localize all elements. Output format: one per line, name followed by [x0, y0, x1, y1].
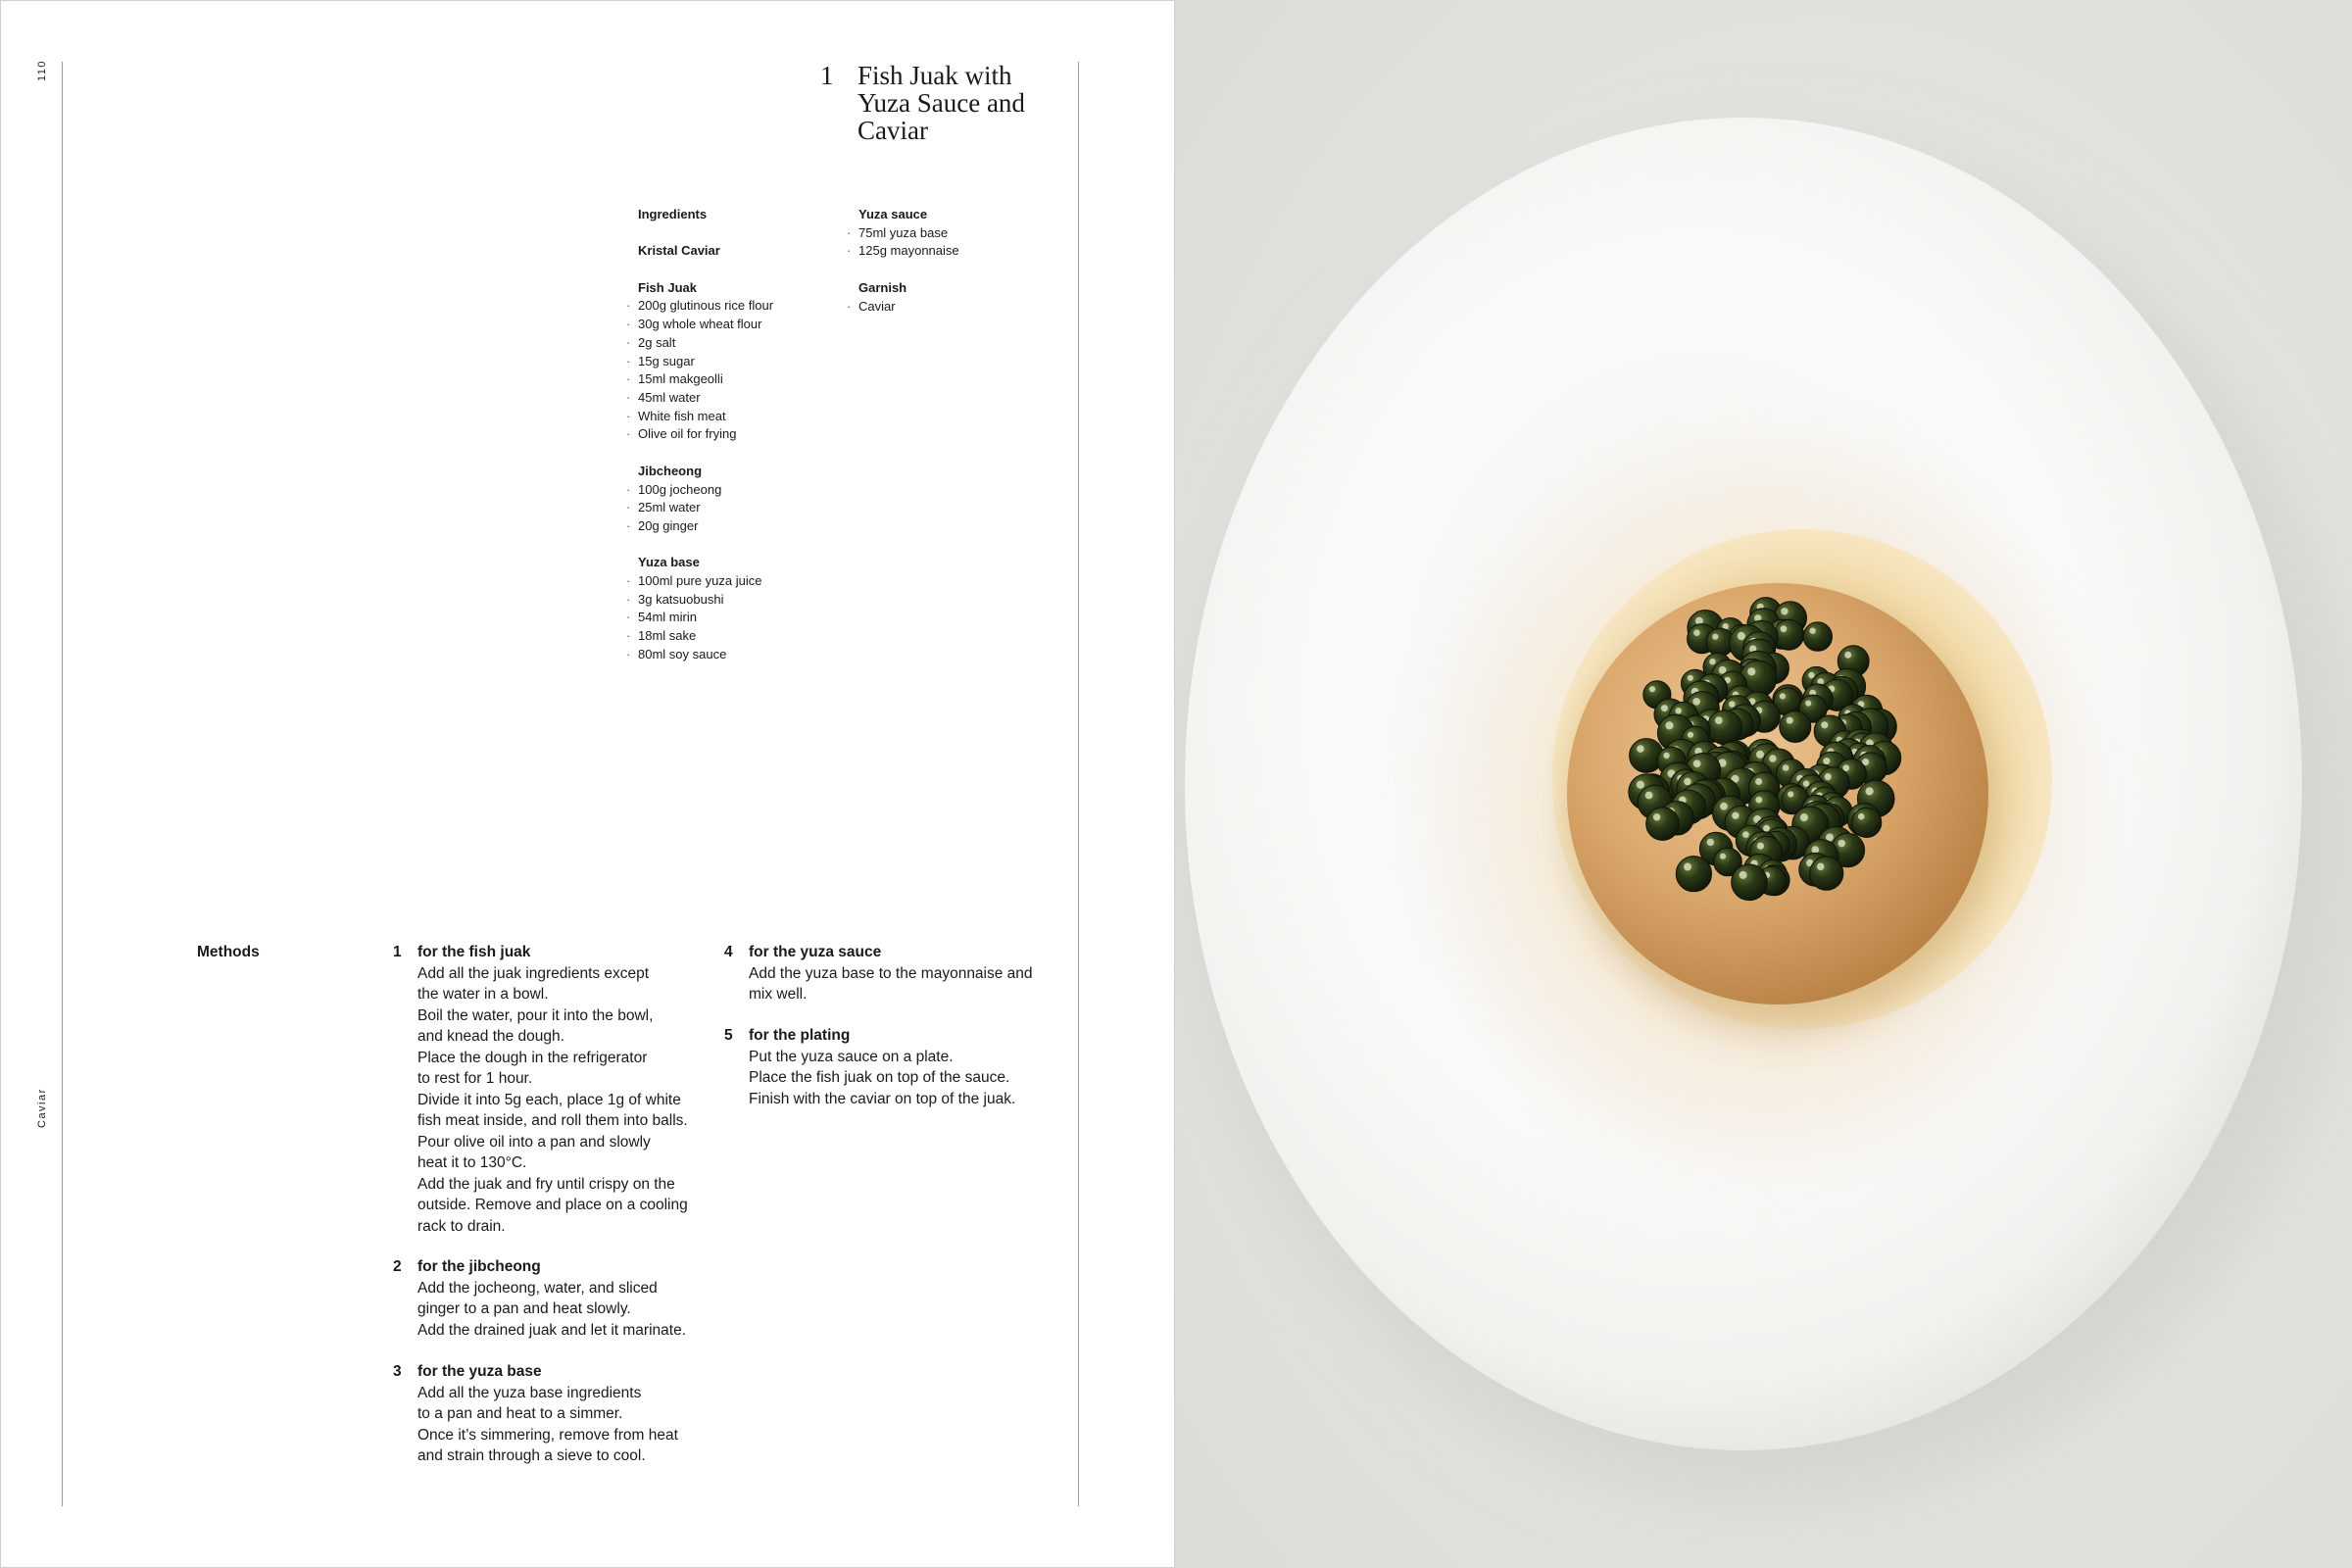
- caviar-highlight: [1763, 825, 1770, 832]
- yuza-base-heading: Yuza base: [638, 555, 700, 570]
- caviar-highlight: [1649, 686, 1655, 692]
- caviar-highlight: [1663, 753, 1669, 759]
- caviar-highlight: [1755, 797, 1762, 804]
- step-number: 4: [724, 944, 733, 960]
- caviar-highlight: [1675, 708, 1682, 714]
- caviar-highlight: [1693, 629, 1700, 636]
- step-line: Boil the water, pour it into the bowl,: [417, 1006, 654, 1024]
- recipe-title: [858, 62, 1063, 144]
- caviar-highlight: [1787, 717, 1793, 724]
- caviar-highlight: [1755, 778, 1762, 785]
- page-number: 110: [36, 59, 48, 81]
- method-step: [724, 942, 1033, 1005]
- yuza-sauce-list: [858, 224, 1054, 261]
- caviar-highlight: [1693, 760, 1701, 767]
- caviar-highlight: [1808, 672, 1814, 678]
- caviar-highlight: [1809, 628, 1815, 634]
- caviar-highlight: [1821, 721, 1828, 728]
- step-line: Add the jocheong, water, and sliced: [417, 1279, 658, 1297]
- step-line: mix well.: [749, 986, 808, 1003]
- ingredient-item: · 30g whole wheat flour: [638, 316, 834, 334]
- caviar-highlight: [1740, 871, 1747, 879]
- left-margin-rule: [62, 62, 63, 1506]
- step-number: 5: [724, 1027, 733, 1044]
- caviar-highlight: [1747, 667, 1755, 675]
- step-line: Add the juak and fry until crispy on the: [417, 1175, 675, 1193]
- caviar-highlight: [1732, 812, 1739, 819]
- caviar-highlight: [1812, 846, 1820, 854]
- method-step: [393, 1256, 687, 1341]
- caviar-highlight: [1781, 608, 1788, 614]
- fish-juak-list: [638, 297, 834, 444]
- ingredient-item: · 2g salt: [638, 334, 834, 353]
- caviar-highlight: [1684, 778, 1690, 785]
- caviar-highlight: [1720, 854, 1726, 859]
- step-line: Put the yuza sauce on a plate.: [749, 1048, 954, 1065]
- ingredient-item: · 3g katsuobushi: [638, 591, 834, 610]
- step-line: Add the drained juak and let it marinate.: [417, 1321, 687, 1339]
- caviar-highlight: [1715, 716, 1723, 724]
- step-line: to a pan and heat to a simmer.: [417, 1405, 623, 1422]
- garnish-heading: Garnish: [858, 279, 907, 295]
- ingredient-item: · 25ml water: [638, 499, 834, 517]
- caviar-highlight: [1783, 764, 1789, 771]
- yuza-base-list: [638, 572, 834, 664]
- step-title: for the yuza sauce: [749, 944, 882, 960]
- caviar-highlight: [1637, 781, 1644, 789]
- caviar-highlight: [1707, 839, 1714, 846]
- method-step: [393, 1361, 678, 1467]
- caviar-pearl: [1851, 808, 1881, 837]
- step-line: Finish with the caviar on top of the juak.: [749, 1090, 1016, 1107]
- caviar-pearl: [1708, 710, 1742, 745]
- caviar-highlight: [1712, 634, 1718, 640]
- ingredient-item: · 100ml pure yuza juice: [638, 572, 834, 591]
- jibcheong-list: [638, 481, 834, 536]
- methods-heading: Methods: [197, 944, 260, 960]
- step-line: heat it to 130°C.: [417, 1154, 527, 1171]
- recipe-number: 1: [820, 61, 834, 90]
- caviar-highlight: [1823, 758, 1830, 764]
- step-line: to rest for 1 hour.: [417, 1070, 533, 1087]
- caviar-highlight: [1653, 813, 1660, 820]
- step-line: Pour olive oil into a pan and slowly: [417, 1133, 651, 1151]
- step-line: and strain through a sieve to cool.: [417, 1447, 646, 1464]
- caviar-highlight: [1661, 705, 1668, 711]
- caviar-highlight: [1800, 813, 1808, 821]
- ingredients-column-right: [858, 206, 1054, 316]
- caviar-highlight: [1803, 780, 1809, 786]
- ingredient-item: · White fish meat: [638, 408, 834, 426]
- ingredient-item: · 200g glutinous rice flour: [638, 297, 834, 316]
- ingredient-item: · 15ml makgeolli: [638, 370, 834, 389]
- step-line: Place the dough in the refrigerator: [417, 1049, 648, 1066]
- step-number: 1: [393, 944, 402, 960]
- ingredient-item: · 75ml yuza base: [858, 224, 1054, 243]
- caviar-pearl: [1732, 864, 1768, 901]
- kristal-caviar-heading: Kristal Caviar: [638, 243, 720, 259]
- step-title: for the jibcheong: [417, 1258, 541, 1275]
- jibcheong-heading: Jibcheong: [638, 463, 703, 478]
- caviar-pearl: [1780, 711, 1811, 743]
- ingredient-item: · 15g sugar: [638, 353, 834, 371]
- caviar-highlight: [1645, 792, 1653, 800]
- dish-photo: [1175, 0, 2352, 1568]
- caviar-pearl: [1676, 857, 1711, 892]
- recipe-title-line: Caviar: [858, 116, 928, 145]
- method-step: [724, 1025, 1016, 1109]
- step-line: rack to drain.: [417, 1217, 506, 1235]
- step-line: Divide it into 5g each, place 1g of white: [417, 1091, 681, 1108]
- recipe-page: [0, 0, 1175, 1568]
- section-label: Caviar: [36, 1088, 48, 1128]
- caviar-highlight: [1866, 787, 1874, 795]
- step-line: Add the yuza base to the mayonnaise and: [749, 964, 1033, 982]
- caviar-highlight: [1720, 803, 1728, 810]
- step-line: and knead the dough.: [417, 1028, 564, 1045]
- step-title: for the plating: [749, 1027, 851, 1044]
- ingredient-item: · 100g jocheong: [638, 481, 834, 500]
- caviar-highlight: [1838, 840, 1845, 848]
- step-line: outside. Remove and place on a cooling: [417, 1197, 688, 1213]
- ingredient-item: · 20g ginger: [638, 517, 834, 536]
- caviar-highlight: [1780, 693, 1786, 699]
- caviar-highlight: [1684, 863, 1691, 871]
- dish-photo-page: [1175, 0, 2352, 1568]
- ingredient-item: · Caviar: [858, 298, 1054, 317]
- garnish-list: [858, 298, 1054, 317]
- caviar-highlight: [1756, 751, 1764, 759]
- ingredients-column-left: [638, 206, 834, 664]
- recipe-title-line: Fish Juak with: [858, 61, 1012, 90]
- caviar-highlight: [1805, 701, 1811, 707]
- ingredient-item: · 18ml sake: [638, 627, 834, 646]
- caviar-highlight: [1858, 813, 1865, 820]
- caviar-highlight: [1825, 773, 1832, 780]
- ingredient-item: · 45ml water: [638, 389, 834, 408]
- caviar-highlight: [1788, 791, 1793, 797]
- yuza-sauce-heading: Yuza sauce: [858, 207, 928, 221]
- caviar-pearl: [1646, 808, 1680, 841]
- caviar-highlight: [1729, 701, 1736, 708]
- caviar-highlight: [1688, 732, 1693, 738]
- caviar-highlight: [1742, 831, 1749, 838]
- ingredient-item: · 54ml mirin: [638, 609, 834, 627]
- caviar-highlight: [1665, 721, 1673, 729]
- step-line: Add all the juak ingredients except: [417, 964, 650, 982]
- step-number: 2: [393, 1258, 402, 1275]
- caviar-highlight: [1844, 652, 1851, 659]
- step-line: the water in a bowl.: [417, 986, 549, 1003]
- caviar-highlight: [1637, 745, 1644, 753]
- fish-juak-heading: Fish Juak: [638, 279, 697, 295]
- right-margin-rule: [1078, 62, 1079, 1506]
- caviar-highlight: [1757, 843, 1764, 850]
- method-step: [393, 942, 688, 1237]
- caviar-pearl: [1803, 622, 1832, 651]
- step-number: 3: [393, 1363, 402, 1380]
- ingredient-item: · 125g mayonnaise: [858, 242, 1054, 261]
- caviar-highlight: [1781, 625, 1788, 632]
- step-line: Add all the yuza base ingredients: [417, 1384, 642, 1401]
- step-title: for the fish juak: [417, 944, 531, 960]
- ingredients-heading: Ingredients: [638, 207, 708, 221]
- caviar-highlight: [1738, 632, 1745, 640]
- step-line: Once it’s simmering, remove from heat: [417, 1426, 678, 1444]
- ingredient-item: · Olive oil for frying: [638, 425, 834, 444]
- caviar-highlight: [1709, 659, 1715, 664]
- step-title: for the yuza base: [417, 1363, 542, 1380]
- step-line: Place the fish juak on top of the sauce.: [749, 1069, 1010, 1086]
- step-line: fish meat inside, and roll them into balls.: [417, 1112, 688, 1129]
- caviar-highlight: [1817, 863, 1825, 871]
- ingredient-item: · 80ml soy sauce: [638, 646, 834, 664]
- caviar-highlight: [1769, 755, 1776, 761]
- caviar-pearl: [1810, 857, 1843, 890]
- step-line: ginger to a pan and heat slowly.: [417, 1300, 631, 1317]
- caviar-highlight: [1688, 675, 1693, 681]
- caviar-highlight: [1692, 698, 1700, 706]
- recipe-title-line: Yuza Sauce and: [858, 88, 1025, 118]
